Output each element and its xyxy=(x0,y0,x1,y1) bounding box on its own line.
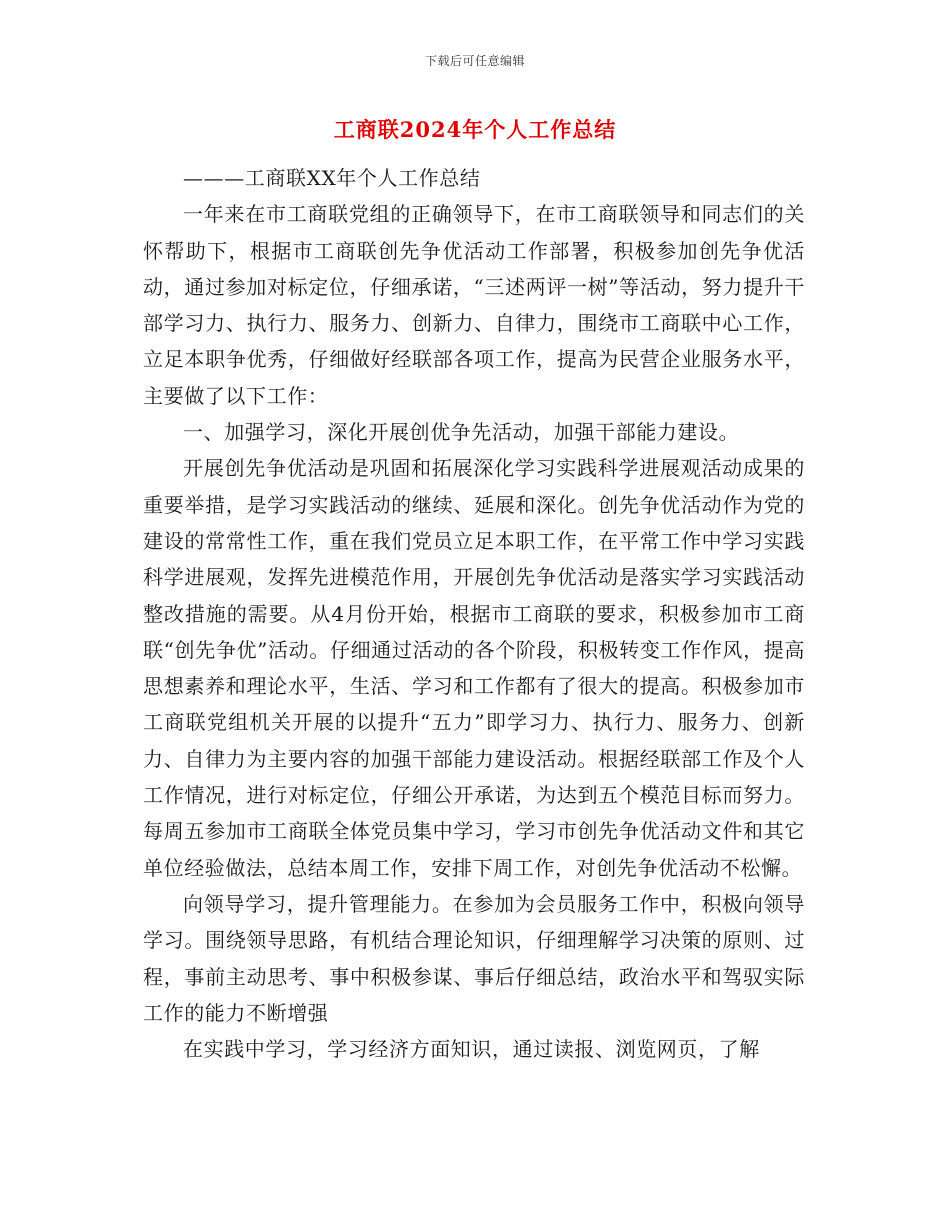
paragraph-learn-from-leaders: 向领导学习，提升管理能力。在参加为会员服务工作中，积极向领导学习。围绕领导思路，有机结合理论知识，仔细理解学习决策的原则、过程，事前主动思考、事中积极参谋、事后仔细总结，政治水平和驾驭实际工作的能力不断增强 xyxy=(143,891,805,1025)
paragraph-learn-in-practice: 在实践中学习，学习经济方面知识，通过读报、浏览网页，了解 xyxy=(183,1037,760,1062)
section-heading-1: 一、加强学习，深化开展创优争先活动，加强干部能力建设。 xyxy=(183,420,740,445)
document-subtitle: ———工商联XX年个人工作总结 xyxy=(183,166,481,190)
document-title: 工商联2024年个人工作总结 xyxy=(333,117,617,142)
paragraph-activities: 开展创先争优活动是巩固和拓展深化学习实践科学进展观活动成果的重要举措，是学习实践活动的继续、延展和深化。创先争优活动作为党的建设的常常性工作，重在我们党员立足本职工作，在平常工作中学习实践科学进展观，发挥先进模范作用，开展创先争优活动是落实学习实践活动整改措施的需要。从4月份开始，根据市工商联的要求，积极参加市工商联“创先争优”活动。仔细通过活动的各个阶段，积极转变工作作风，提高思想素养和理论水平，生活、学习和工作都有了很大的提高。积极参加市工商联党组机关开展的以提升“五力”即学习力、执行力、服务力、创新力、自律力为主要内容的加强干部能力建设活动。根据经联部工作及个人工作情况，进行对标定位，仔细公开承诺，为达到五个模范目标而努力。每周五参加市工商联全体党员集中学习，学习市创先争优活动文件和其它单位经验做法，总结本周工作，安排下周工作，对创先争优活动不松懈。 xyxy=(143,456,805,880)
paragraph-intro: 一年来在市工商联党组的正确领导下，在市工商联领导和同志们的关怀帮助下，根据市工商联创先争优活动工作部署，积极参加创先争优活动，通过参加对标定位，仔细承诺，“三述两评一树”等活动，努力提升干部学习力、执行力、服务力、创新力、自律力，围绕市工商联中心工作，立足本职争优秀，仔细做好经联部各项工作，提高为民营企业服务水平，主要做了以下工作： xyxy=(143,202,805,408)
header-note: 下载后可任意编辑 xyxy=(424,54,525,68)
document-body xyxy=(143,160,805,1067)
